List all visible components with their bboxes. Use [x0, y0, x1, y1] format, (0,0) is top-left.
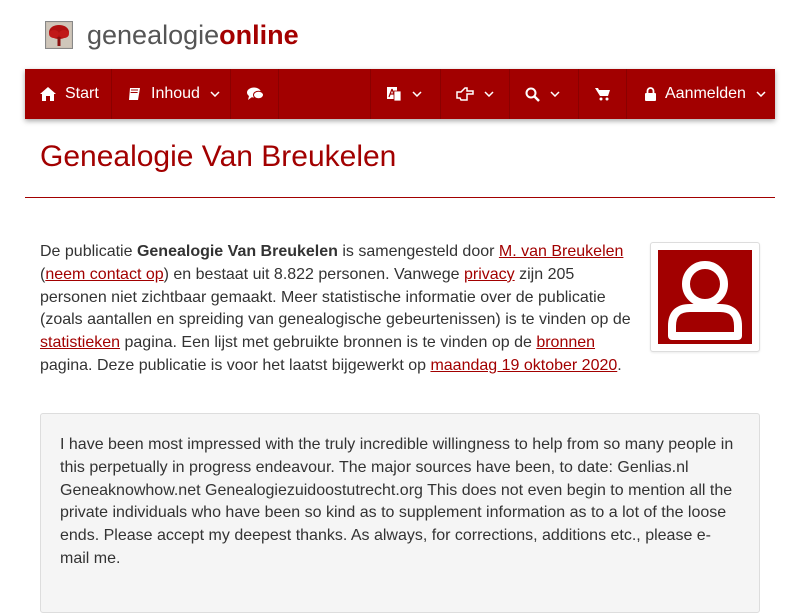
chevron-down-icon: [484, 91, 494, 97]
author-avatar[interactable]: [650, 242, 760, 352]
translate-icon: [386, 86, 402, 102]
intro-text: ) en bestaat uit 8.822 personen. Vanwege: [163, 265, 464, 283]
nav-spacer: [279, 69, 371, 119]
intro-text: pagina. Deze publicatie is voor het laatst bijgewerkt op: [40, 356, 431, 374]
author-link[interactable]: M. van Breukelen: [498, 243, 624, 260]
chevron-down-icon: [210, 91, 220, 97]
intro-text: is samengesteld door: [337, 243, 499, 260]
publication-name: Genealogie Van Breukelen: [136, 243, 338, 260]
search-icon: [525, 87, 540, 102]
book-icon: [128, 87, 142, 101]
logo-text-genealogie: genealogie: [87, 19, 220, 50]
page-title: Genealogie Van Breukelen: [40, 140, 397, 173]
home-icon: [40, 87, 56, 101]
user-icon: [658, 250, 752, 344]
statistics-link[interactable]: statistieken: [40, 334, 121, 352]
lock-icon: [645, 87, 656, 101]
nav-chat[interactable]: [231, 69, 279, 119]
logo-text-online: online: [219, 19, 299, 50]
intro-text: (: [40, 265, 46, 283]
nav-share[interactable]: [441, 69, 510, 119]
logo-text: [87, 20, 299, 51]
pointing-hand-icon: [456, 87, 474, 101]
chevron-down-icon: [550, 91, 560, 97]
title-divider: [25, 197, 775, 198]
description-text: I have been most impressed with the truly incredible willingness to help from so many people in this perpetually in progress endeavour. The major sources have been, to date: Genlias.nl Geneaknowhow.net Genealogiezuidoostutrecht.org This does not even begin to mention all the private individuals who have been so kind as to supplement information as to a lot of the loose ends. Please accept my deepest thanks. As always, for corrections, additions etc., please e-mail me.: [60, 436, 734, 567]
last-updated-link[interactable]: maandag 19 oktober 2020: [430, 356, 618, 374]
nav-inhoud-label: Inhoud: [151, 85, 200, 102]
contact-link[interactable]: neem contact op: [45, 265, 164, 283]
sources-link[interactable]: bronnen: [536, 334, 596, 352]
nav-search[interactable]: [510, 69, 579, 119]
tree-icon: [45, 21, 73, 49]
comments-icon: [247, 87, 264, 101]
nav-login[interactable]: [627, 69, 775, 119]
site-logo[interactable]: [45, 18, 299, 52]
chevron-down-icon: [412, 91, 422, 97]
nav-cart[interactable]: [579, 69, 627, 119]
main-navbar: [25, 69, 775, 119]
intro-text: zijn 205 personen niet zichtbaar gemaakt. Meer statistische informatie over de publicatie (zoals aantallen en spreiding van genealogische gebeurtenissen) is te vinden op de: [40, 265, 631, 329]
publication-intro: [40, 241, 640, 378]
chevron-down-icon: [756, 91, 766, 97]
intro-text: De publicatie: [40, 243, 137, 260]
nav-start[interactable]: [25, 69, 112, 119]
intro-text: pagina. Een lijst met gebruikte bronnen is te vinden op de: [120, 334, 537, 352]
nav-start-label: Start: [65, 85, 99, 102]
nav-login-label: Aanmelden: [665, 85, 746, 102]
publication-description: [40, 413, 760, 613]
nav-inhoud[interactable]: [112, 69, 231, 119]
intro-text: .: [617, 356, 622, 374]
nav-language[interactable]: [371, 69, 441, 119]
cart-icon: [595, 87, 611, 101]
privacy-link[interactable]: privacy: [463, 265, 515, 283]
